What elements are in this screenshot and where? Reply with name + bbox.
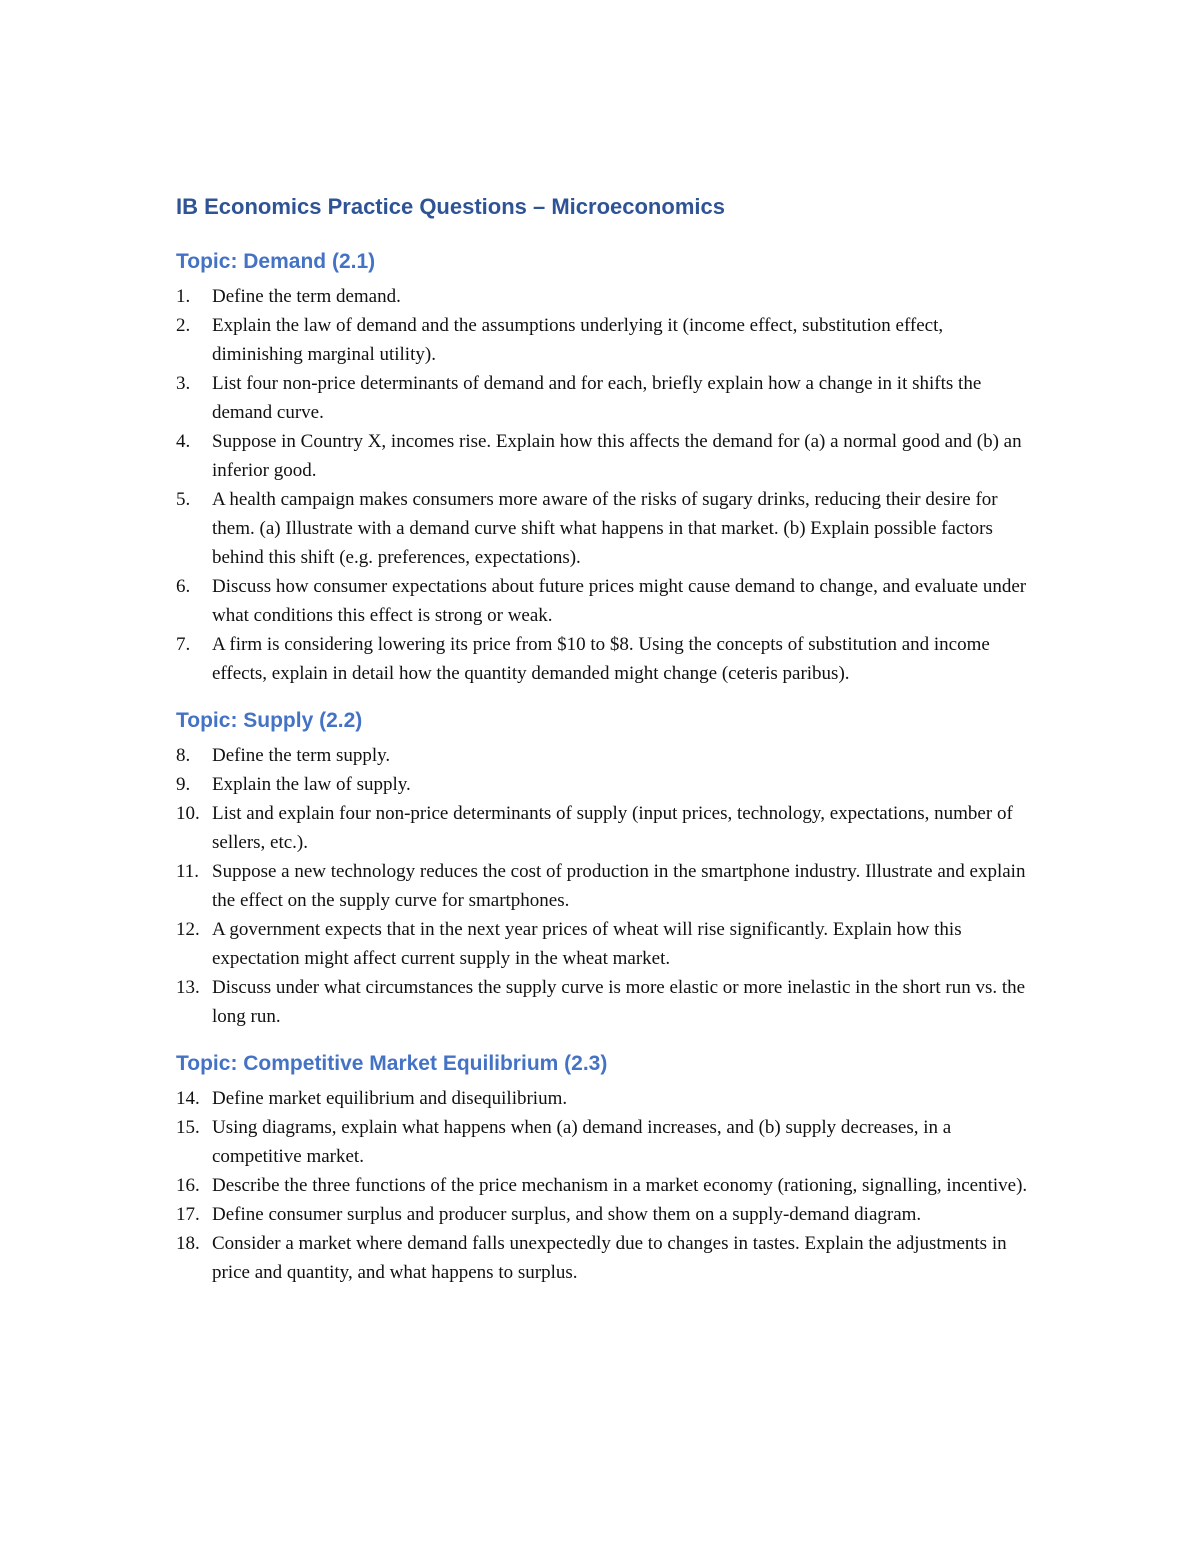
question-number: 1. xyxy=(176,286,191,307)
question-item xyxy=(176,857,1036,915)
question-number: 11. xyxy=(176,861,200,882)
question-item xyxy=(176,1229,1036,1287)
question-number: 13. xyxy=(176,977,200,998)
question-text: Suppose in Country X, incomes rise. Explain how this affects the demand for (a) a normal good and (b) an inferior good. xyxy=(212,431,1022,481)
question-item xyxy=(176,485,1036,572)
question-text: Define the term demand. xyxy=(212,286,401,307)
question-number: 9. xyxy=(176,774,191,795)
question-list xyxy=(176,1084,1036,1287)
question-text: Using diagrams, explain what happens when (a) demand increases, and (b) supply decreases, in a competitive market. xyxy=(212,1117,952,1167)
question-number: 17. xyxy=(176,1204,200,1225)
question-number: 7. xyxy=(176,634,191,655)
question-item xyxy=(176,770,1036,799)
question-text: List and explain four non-price determinants of supply (input prices, technology, expectations, number of sellers, etc.). xyxy=(212,803,1013,853)
document-page xyxy=(176,192,1036,1306)
question-item xyxy=(176,572,1036,630)
question-number: 8. xyxy=(176,745,191,766)
question-item xyxy=(176,741,1036,770)
question-item xyxy=(176,427,1036,485)
section-supply xyxy=(176,707,1036,1031)
question-text: Explain the law of demand and the assumptions underlying it (income effect, substitution effect, diminishing marginal utility). xyxy=(212,315,944,365)
question-item xyxy=(176,282,1036,311)
question-number: 15. xyxy=(176,1117,200,1138)
question-item xyxy=(176,369,1036,427)
question-text: Consider a market where demand falls unexpectedly due to changes in tastes. Explain the adjustments in price and quantity, and what happens to surplus. xyxy=(212,1233,1007,1283)
question-text: Discuss under what circumstances the supply curve is more elastic or more inelastic in the short run vs. the long run. xyxy=(212,977,1026,1027)
question-list xyxy=(176,741,1036,1031)
section-equilibrium xyxy=(176,1050,1036,1287)
question-text: A firm is considering lowering its price from $10 to $8. Using the concepts of substitution and income effects, explain in detail how the quantity demanded might change (ceteris paribus). xyxy=(212,634,990,684)
question-text: List four non-price determinants of demand and for each, briefly explain how a change in it shifts the demand curve. xyxy=(212,373,982,423)
section-heading: Topic: Competitive Market Equilibrium (2.3) xyxy=(176,1052,608,1075)
question-item xyxy=(176,915,1036,973)
question-number: 14. xyxy=(176,1088,200,1109)
question-number: 3. xyxy=(176,373,191,394)
question-text: Describe the three functions of the price mechanism in a market economy (rationing, signalling, incentive). xyxy=(212,1175,1028,1196)
question-number: 6. xyxy=(176,576,191,597)
question-number: 10. xyxy=(176,803,200,824)
section-heading: Topic: Supply (2.2) xyxy=(176,709,363,732)
question-text: Define market equilibrium and disequilibrium. xyxy=(212,1088,568,1109)
question-item xyxy=(176,1084,1036,1113)
document-title: IB Economics Practice Questions – Microeconomics xyxy=(176,194,725,219)
question-item xyxy=(176,630,1036,688)
question-number: 4. xyxy=(176,431,191,452)
question-text: Define the term supply. xyxy=(212,745,391,766)
question-number: 12. xyxy=(176,919,200,940)
question-text: Discuss how consumer expectations about future prices might cause demand to change, and evaluate under what conditions this effect is strong or weak. xyxy=(212,576,1027,626)
question-number: 18. xyxy=(176,1233,200,1254)
question-text: Define consumer surplus and producer surplus, and show them on a supply-demand diagram. xyxy=(212,1204,922,1225)
question-text: A government expects that in the next year prices of wheat will rise significantly. Explain how this expectation might affect current supply in the wheat market. xyxy=(212,919,962,969)
question-text: Explain the law of supply. xyxy=(212,774,411,795)
question-item xyxy=(176,1113,1036,1171)
question-text: Suppose a new technology reduces the cost of production in the smartphone industry. Illustrate and explain the effect on the supply curve for smartphones. xyxy=(212,861,1026,911)
question-item xyxy=(176,973,1036,1031)
question-item xyxy=(176,311,1036,369)
question-number: 16. xyxy=(176,1175,200,1196)
section-heading: Topic: Demand (2.1) xyxy=(176,250,376,273)
question-number: 2. xyxy=(176,315,191,336)
question-item xyxy=(176,1171,1036,1200)
question-list xyxy=(176,282,1036,688)
question-item xyxy=(176,1200,1036,1229)
section-demand xyxy=(176,248,1036,688)
question-text: A health campaign makes consumers more aware of the risks of sugary drinks, reducing their desire for them. (a) Illustrate with a demand curve shift what happens in that market. (b) Explain possible factors behind this shift (e.g. preferences, expectations). xyxy=(212,489,998,568)
question-number: 5. xyxy=(176,489,191,510)
question-item xyxy=(176,799,1036,857)
